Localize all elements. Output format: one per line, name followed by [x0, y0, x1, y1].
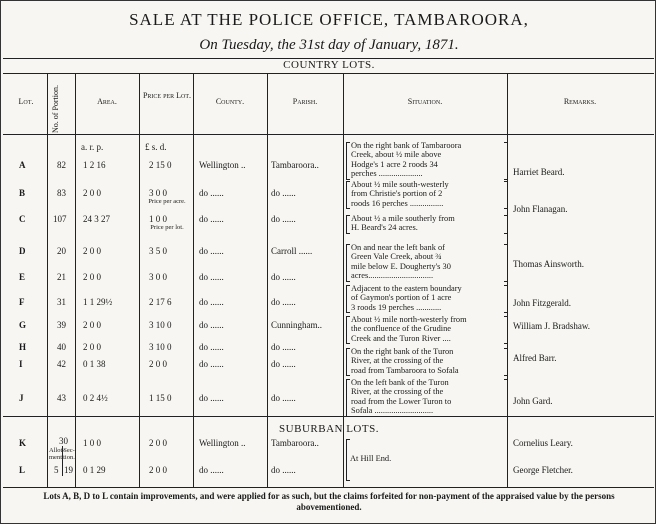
area-value: 2 0 0 — [83, 272, 101, 282]
situation-line: from Christie's portion of 2 — [351, 189, 443, 199]
allotment-header: Allot-ment. — [49, 447, 65, 461]
price-value: 3 10 0 — [149, 342, 172, 352]
situation-line: Adjacent to the eastern boundary — [351, 284, 462, 293]
parish-value: Carroll ...... — [271, 246, 313, 256]
situation-line: road from the Lower Turon to — [351, 396, 452, 406]
lot-letter: L — [19, 465, 26, 475]
section-header: Sec-tion. — [63, 447, 75, 461]
county-value: do ...... — [199, 320, 224, 330]
county-value: do ...... — [199, 246, 224, 256]
area-value: 2 0 0 — [83, 320, 101, 330]
portion-number: 21 — [57, 272, 66, 282]
situation-brace — [346, 244, 350, 282]
purchaser-name: John Flanagan. — [513, 204, 568, 214]
portion-number: 42 — [57, 359, 66, 369]
area-value: 2 0 0 — [83, 342, 101, 352]
lot-letter: G — [19, 320, 27, 330]
suburban-situation: At Hill End. — [350, 454, 392, 463]
situation-line: On the left bank of the Turon — [351, 378, 449, 387]
parish-value: do ...... — [271, 272, 296, 282]
situation-line: Hodge's 1 acre 2 roods 34 — [351, 159, 438, 169]
remarks-brace — [504, 316, 508, 344]
purchaser-name: Alfred Barr. — [513, 353, 557, 363]
situation-text — [351, 243, 451, 281]
header-lot: Lot. — [18, 97, 34, 106]
price-value: 3 0 0 — [149, 272, 167, 282]
rule-suburban-top — [3, 416, 654, 417]
area-value: 1 1 29½ — [83, 297, 113, 307]
situation-brace — [346, 181, 350, 209]
purchaser-name: John Fitzgerald. — [513, 298, 571, 308]
area-value: 2 0 0 — [83, 188, 101, 198]
price-value: 2 17 6 — [149, 297, 172, 307]
footnote: Lots A, B, D to L contain improvements, and were applied for as such, but the claims forfeited for non-payment of the appraised value by the persons abovementioned. — [43, 491, 615, 512]
county-value: do ...... — [199, 359, 224, 369]
situation-line: of Gaymon's portion of 1 acre — [351, 293, 452, 303]
remarks-brace — [504, 215, 508, 234]
situation-line: H. Beard's 24 acres. — [351, 223, 418, 233]
area-value: 1 2 16 — [83, 160, 106, 170]
situation-line: Creek, about ½ mile above — [351, 150, 442, 160]
lot-letter: K — [19, 438, 27, 448]
remarks-brace — [504, 379, 508, 417]
purchaser-name: Cornelius Leary. — [513, 438, 573, 448]
situation-brace — [346, 348, 350, 376]
county-value: do ...... — [199, 214, 224, 224]
rule-table-bottom — [3, 487, 654, 488]
parish-value: Cunningham.. — [271, 320, 322, 330]
situation-line: acres............................... — [351, 271, 434, 281]
portion-number: 31 — [57, 297, 66, 307]
portion-number: 83 — [57, 188, 66, 198]
header-area: Area. — [97, 97, 117, 106]
remarks-brace — [504, 285, 508, 313]
lot-letter: E — [19, 272, 26, 282]
rule-table-top — [3, 73, 654, 74]
header-remarks: Remarks. — [563, 97, 597, 106]
price-value: 3 0 0 — [149, 188, 167, 198]
parish-value: do ...... — [271, 214, 296, 224]
situation-line: 3 roods 19 perches ............ — [351, 302, 442, 312]
lot-letter: B — [19, 188, 26, 198]
price-note: Price per acre. — [148, 198, 186, 205]
situation-text — [351, 141, 461, 179]
situation-text — [351, 214, 455, 233]
purchaser-name: Thomas Ainsworth. — [513, 259, 584, 269]
area-value: 0 1 38 — [83, 359, 106, 369]
allotment-number: 5 — [54, 465, 59, 475]
portion-number: 107 — [53, 214, 67, 224]
page-subtitle: On Tuesday, the 31st day of January, 1871. — [199, 37, 459, 53]
situation-line: Sofala ............................ — [351, 406, 434, 416]
county-value: do ...... — [199, 465, 224, 475]
parish-value: do ...... — [271, 342, 296, 352]
situation-line: the confluence of the Grudine — [351, 324, 451, 334]
page-title: SALE AT THE POLICE OFFICE, TAMBAROORA, — [129, 10, 529, 29]
portion-number: 82 — [57, 160, 66, 170]
area-units: a. r. p. — [81, 142, 104, 152]
situation-brace — [346, 142, 350, 180]
section-country-lots: COUNTRY LOTS. — [283, 59, 375, 71]
situation-line: On the right bank of the Turon — [351, 347, 454, 356]
price-value: 3 5 0 — [149, 246, 167, 256]
price-value: 1 0 0 — [149, 214, 167, 224]
portion-number: 39 — [57, 320, 66, 330]
situation-brace — [346, 285, 350, 313]
remarks-brace — [504, 244, 508, 282]
situation-brace — [346, 215, 350, 234]
price-value: 2 15 0 — [149, 160, 172, 170]
price-units: £ s. d. — [145, 142, 167, 152]
situation-line: road from Tambaroora to Sofala — [351, 365, 459, 375]
county-value: do ...... — [199, 342, 224, 352]
portion-number: 40 — [57, 342, 66, 352]
situation-line: On and near the left bank of — [351, 243, 445, 252]
situation-brace — [346, 316, 350, 344]
section-number: 19 — [64, 465, 73, 475]
situation-line: roods 16 perches ................ — [351, 198, 444, 208]
area-value: 0 1 29 — [83, 465, 106, 475]
price-value: 3 10 0 — [149, 320, 172, 330]
section-suburban-lots: SUBURBAN LOTS. — [279, 423, 379, 435]
rule-header-bottom — [3, 134, 654, 135]
parish-value: do ...... — [271, 359, 296, 369]
price-note: Price per lot. — [150, 224, 184, 231]
remarks-brace — [504, 348, 508, 376]
portion-number: 30 — [59, 436, 68, 446]
lot-letter: I — [19, 359, 23, 369]
parish-value: do ...... — [271, 188, 296, 198]
header-county: County. — [215, 97, 245, 106]
situation-line: Creek and the Turon River .... — [351, 333, 451, 343]
purchaser-name: William J. Bradshaw. — [513, 321, 591, 331]
county-value: do ...... — [199, 188, 224, 198]
county-value: Wellington .. — [199, 438, 246, 448]
lot-letter: C — [19, 214, 26, 224]
parish-value: Tambaroora.. — [271, 160, 319, 170]
county-value: Wellington .. — [199, 160, 246, 170]
header-price: Price per Lot. — [142, 91, 191, 100]
parish-value: do ...... — [271, 393, 296, 403]
price-value: 2 0 0 — [149, 359, 167, 369]
situation-text — [351, 347, 459, 375]
remarks-brace — [504, 181, 508, 209]
rule-under-title — [3, 58, 654, 59]
county-value: do ...... — [199, 393, 224, 403]
header-portion: No. of Portion. — [51, 85, 60, 133]
area-value: 1 0 0 — [83, 438, 101, 448]
situation-line: About ½ mile north-westerly from — [351, 315, 467, 324]
remarks-brace — [504, 142, 508, 180]
county-value: do ...... — [199, 272, 224, 282]
portion-number: 20 — [57, 246, 66, 256]
purchaser-name: John Gard. — [513, 396, 553, 406]
lot-letter: D — [19, 246, 26, 256]
situation-line: Green Vale Creek, about ¾ — [351, 252, 442, 262]
situation-line: On the right bank of Tambaroora — [351, 141, 462, 150]
situation-line: About ½ mile south-westerly — [351, 180, 449, 189]
lot-letter: H — [19, 342, 27, 352]
price-value: 2 0 0 — [149, 465, 167, 475]
county-value: do ...... — [199, 297, 224, 307]
situation-line: River, at the crossing of the — [351, 387, 444, 397]
situation-line: About ½ a mile southerly from — [351, 214, 455, 223]
allotment-section-rule — [62, 446, 63, 476]
situation-text — [351, 284, 462, 312]
situation-text — [351, 180, 449, 208]
purchaser-name: George Fletcher. — [513, 465, 573, 475]
area-value: 24 3 27 — [83, 214, 110, 224]
situation-line: River, at the crossing of the — [351, 356, 444, 366]
lot-letter: A — [19, 160, 26, 170]
parish-value: do ...... — [271, 465, 296, 475]
situation-text — [351, 378, 451, 416]
lot-letter: J — [19, 393, 24, 403]
price-value: 1 15 0 — [149, 393, 172, 403]
situation-brace — [346, 379, 350, 417]
header-parish: Parish. — [292, 97, 318, 106]
lot-letter: F — [19, 297, 25, 307]
parish-value: do ...... — [271, 297, 296, 307]
area-value: 2 0 0 — [83, 246, 101, 256]
situation-line: perches ..................... — [351, 169, 423, 179]
price-value: 2 0 0 — [149, 438, 167, 448]
area-value: 0 2 4½ — [83, 393, 108, 403]
portion-number: 43 — [57, 393, 66, 403]
purchaser-name: Harriet Beard. — [513, 167, 565, 177]
situation-text — [351, 315, 467, 343]
header-situation: Situation. — [407, 97, 443, 106]
situation-line: mile below E. Dougherty's 30 — [351, 261, 451, 271]
parish-value: Tambaroora.. — [271, 438, 319, 448]
